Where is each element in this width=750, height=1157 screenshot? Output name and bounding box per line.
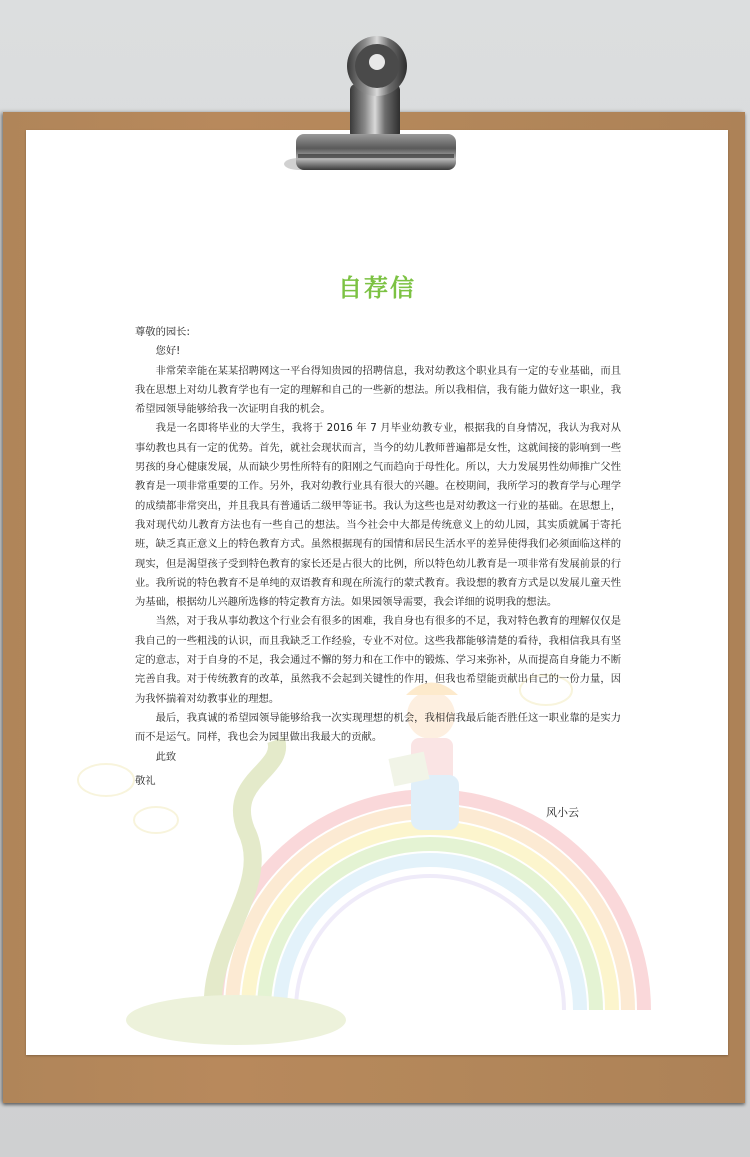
closing-line-2: 敬礼 [135, 774, 156, 787]
binder-clip-icon [284, 24, 464, 172]
letter-content [26, 130, 728, 1055]
letter-paper [26, 130, 728, 1055]
salutation: 尊敬的园长: [135, 326, 190, 338]
paragraph-intro: 非常荣幸能在某某招聘网这一平台得知贵园的招聘信息，我对幼教这个职业具有一定的专业基础，而且我在思想上对幼儿教育学也有一定的理解和自己的一些新的想法。所以我相信，我有能力做好这一职业，我希望园领导能够给我一次证明自我的机会。 [135, 364, 621, 416]
letter-title: 自荐信 [338, 274, 416, 302]
paragraph-challenges: 当然，对于我从事幼教这个行业会有很多的困难，我自身也有很多的不足，我对特色教育的理解仅仅是我自己的一些粗浅的认识，而且我缺乏工作经验，专业不对位。这些我都能够清楚的看待，我相信我具有坚定的意志，对于自身的不足，我会通过不懈的努力和在工作中的锻炼、学习来弥补，从而提高自身能力不断完善自我。对于传统教育的改革，虽然我不会起到关键性的作用，但我也希望能贡献出自己的一份力量，因为我怀揣着对幼教事业的理想。 [135, 615, 621, 705]
signature: 风小云 [546, 806, 579, 819]
letter-body [135, 323, 621, 791]
paragraph-conclusion: 最后，我真诚的希望园领导能够给我一次实现理想的机会，我相信我最后能否胜任这一职业靠的是实力而不是运气。同样，我也会为园里做出我最大的贡献。 [135, 711, 621, 744]
paragraph-background: 我是一名即将毕业的大学生，我将于 2016 年 7 月毕业幼教专业，根据我的自身情况，我认为我对从事幼教也具有一定的优势。首先，就社会现状而言，当今的幼儿教师普遍都是女性，这就间接的影响到一些男孩的身心健康发展，从而缺少男性所特有的阳刚之气而趋向于母性化。所以，大力发展男性幼师推广父性教育是一项非常重要的工作。另外，我对幼教行业具有很大的兴趣。在校期间，我所学习的教育学与心理学的成绩都非常突出，并且我具有普通话二级甲等证书。我认为这些也是对幼教这一行业的基础。在思想上，我对现代幼儿教育方法也有一些自己的想法。当今社会中大都是传统意义上的幼儿园，其实质就属于寄托班，缺乏真正意义上的特色教育方式。虽然根据现有的国情和居民生活水平的差异使得我们必须面临这样的现实，但是渴望孩子受到特色教育的家长还是占很大的比例，所以特色幼儿教育是一项非常有发展前景的行业。我所说的特色教育不是单纯的双语教育和现在所流行的蒙式教育。我设想的教育方式是以发展儿童天性为基础，根据幼儿兴趣所选修的特定教育方法。如果园领导需要，我会详细的说明我的想法。 [135, 422, 621, 609]
greeting: 您好! [155, 345, 181, 358]
closing-line-1: 此致 [155, 750, 177, 763]
